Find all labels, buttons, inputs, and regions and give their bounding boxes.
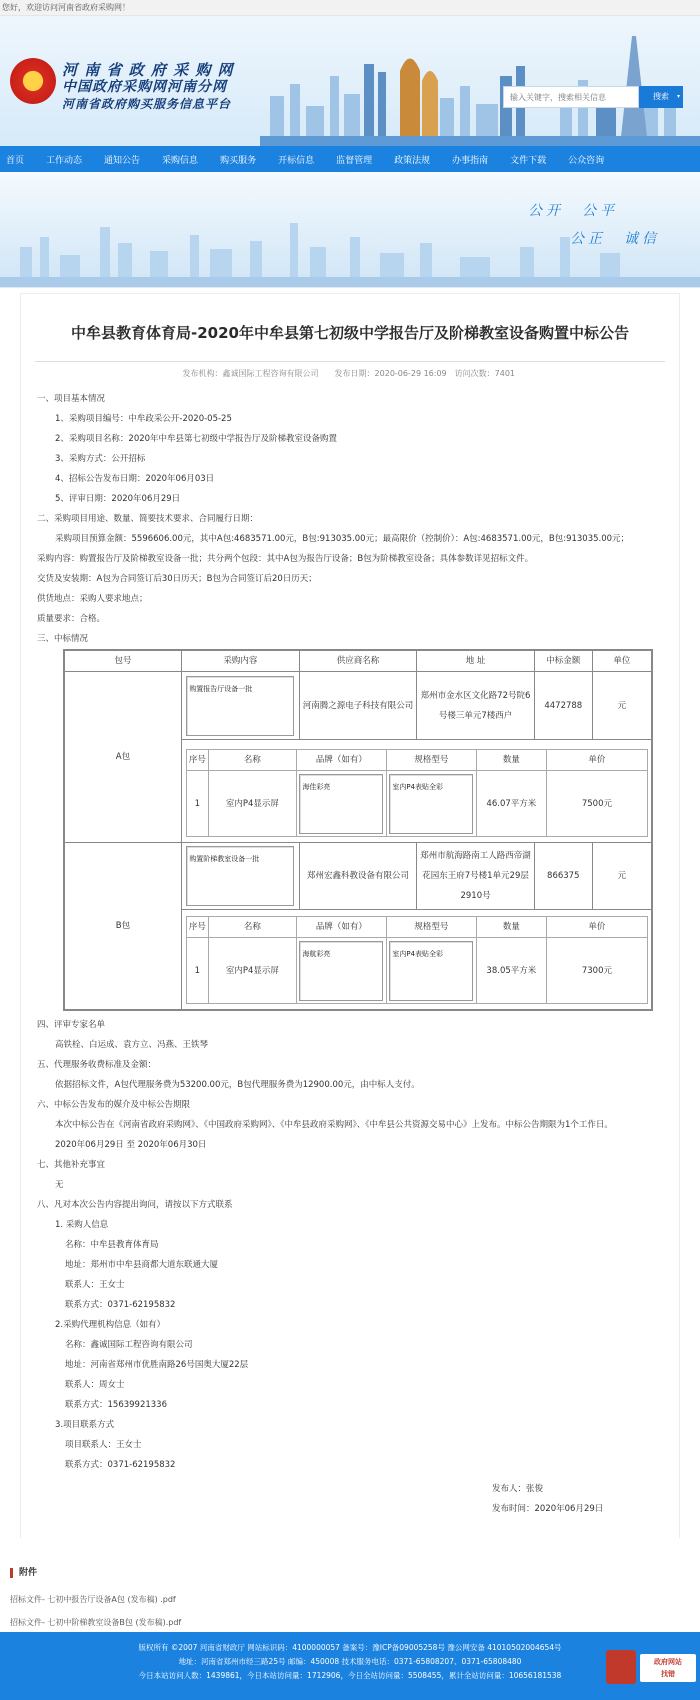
package-cell: B包 [64, 843, 181, 1011]
article-title: 中牟县教育体育局-2020年中牟县第七初级中学报告厅及阶梯教室设备购置中标公告 [71, 324, 629, 342]
section-4-heading: 四、评审专家名单 [37, 1020, 106, 1030]
attachments-section [0, 1554, 700, 1634]
contact-line: 联系方式：0371-62195832 [65, 1300, 176, 1310]
publisher-text: 发布人：张俊 [492, 1484, 544, 1494]
sub-header-brand: 品牌（如有） [296, 917, 386, 938]
col-header-amount: 中标金额 [534, 650, 592, 672]
item-brand-cell [296, 771, 386, 837]
content-textarea[interactable]: 购置阶梯教室设备一批 [186, 846, 294, 906]
nav-purchase-services[interactable]: 购买服务 [220, 155, 257, 166]
col-header-supplier: 供应商名称 [299, 650, 416, 672]
item-price: 7500元 [546, 771, 647, 837]
sub-header-qty: 数量 [476, 750, 546, 771]
article-container [20, 293, 680, 1538]
contact-line: 联系人：周女士 [65, 1380, 125, 1390]
item-qty: 46.07平方米 [476, 771, 546, 837]
content-textarea[interactable]: 购置报告厅设备一批 [186, 676, 294, 736]
project-item: 4、招标公告发布日期：2020年06月03日 [55, 474, 215, 484]
amount-cell: 866375 [534, 843, 592, 910]
item-row [186, 938, 647, 1004]
attachments-list [10, 1588, 700, 1634]
item-model-cell [386, 938, 476, 1004]
search-input[interactable] [503, 86, 639, 108]
footer-address: 地址：河南省郑州市经三路25号 邮编：450008 技术服务电话：0371-65808207、0371-65808480 [178, 1657, 522, 1666]
top-greeting-bar [0, 0, 700, 16]
section-2-heading: 二、采购项目用途、数量、简要技术要求、合同履行日期： [37, 514, 259, 524]
award-table [63, 649, 653, 1011]
col-header-content: 采购内容 [181, 650, 299, 672]
publish-time-text: 发布时间：2020年06月29日 [492, 1504, 604, 1514]
supplier-cell: 河南腾之源电子科技有限公司 [299, 672, 416, 740]
supplement-text: 无 [55, 1180, 64, 1190]
contact-line: 联系人：王女士 [65, 1280, 125, 1290]
item-qty: 38.05平方米 [476, 938, 546, 1004]
col-header-address: 地 址 [417, 650, 535, 672]
project-item: 1、采购项目编号：中牟政采公开-2020-05-25 [55, 414, 232, 424]
site-logo[interactable] [62, 62, 234, 113]
logo-line-1: 河 南 省 政 府 采 购 网 [62, 61, 234, 79]
sub-header-qty: 数量 [476, 917, 546, 938]
site-footer [0, 1632, 700, 1700]
nav-consultation[interactable]: 公众咨询 [568, 155, 605, 166]
nav-procurement-info[interactable]: 采购信息 [162, 155, 199, 166]
delivery-text: 交货及安装期：A包为合同签订后30日历天；B包为合同签订后20日历天； [37, 574, 317, 584]
sub-header-name: 名称 [208, 917, 296, 938]
period-text: 2020年06月29日 至 2020年06月30日 [55, 1140, 207, 1150]
nav-policies[interactable]: 政策法规 [394, 155, 431, 166]
attachment-link-a[interactable]: 招标文件- 七初中报告厅设备A包 (发布稿) .pdf [10, 1595, 176, 1604]
slogan-line-1: 公开 公平 [528, 203, 618, 219]
item-row [186, 771, 647, 837]
quality-text: 质量要求：合格。 [37, 614, 106, 624]
sub-header-no: 序号 [186, 917, 208, 938]
national-emblem-icon [10, 58, 56, 104]
table-row [64, 672, 652, 740]
amount-cell: 4472788 [534, 672, 592, 740]
contact-3-heading: 3.项目联系方式 [55, 1420, 115, 1430]
budget-text: 采购项目预算金额：5596606.00元，其中A包:4683571.00元，B包:913035.00元；最高限价（控制价）：A包:4683571.00元，B包:913035.00元； [55, 534, 630, 544]
footer-visits: 今日本站访问人数：1439861，今日本站访问量：1712906，今日全站访问量：5508455，累计全站访问量：10656181538 [138, 1671, 562, 1680]
article-body [37, 389, 665, 1519]
search-button-label: 搜索 [653, 92, 669, 101]
contact-2-heading: 2.采购代理机构信息（如有） [55, 1320, 166, 1330]
section-1-heading: 一、项目基本情况 [37, 394, 106, 404]
nav-supervision[interactable]: 监督管理 [336, 155, 373, 166]
sub-header-name: 名称 [208, 750, 296, 771]
footer-copyright: 版权所有 ©2007 河南省财政厅 网站标识码：4100000057 备案号：豫ICP备09005258号 豫公网安备 41010502004654号 [138, 1643, 562, 1652]
unit-cell: 元 [592, 843, 652, 910]
contact-1-heading: 1. 采购人信息 [55, 1220, 109, 1230]
greeting-text: 您好，欢迎访问河南省政府采购网！ [2, 3, 130, 12]
project-item: 3、采购方式：公开招标 [55, 454, 146, 464]
project-item: 2、采购项目名称：2020年中牟县第七初级中学报告厅及阶梯教室设备购置 [55, 434, 338, 444]
logo-line-3: 河南省政府购买服务信息平台 [62, 97, 232, 111]
site-header [0, 16, 700, 146]
content-cell [181, 843, 299, 910]
contact-line: 项目联系人：王女士 [65, 1440, 142, 1450]
site-search [503, 86, 683, 108]
sub-header-brand: 品牌（如有） [296, 750, 386, 771]
experts-text: 高铁栓、白运成、袁方立、冯燕、王铁琴 [55, 1040, 209, 1050]
nav-home[interactable]: 首页 [6, 155, 25, 166]
brand-textarea[interactable]: 海佳彩亮 [299, 774, 383, 834]
contact-line: 联系方式：15639921336 [65, 1400, 167, 1410]
item-table [186, 916, 648, 1004]
fee-text: 依据招标文件，A包代理服务费为53200.00元，B包代理服务费为12900.00元，由中标人支付。 [55, 1080, 420, 1090]
sub-header-model: 规格型号 [386, 750, 476, 771]
badge-line-2: 找错 [661, 1670, 675, 1678]
attachment-link-b[interactable]: 招标文件- 七初中阶梯教室设备B包 (发布稿).pdf [10, 1618, 182, 1627]
contact-line: 名称：鑫诚国际工程咨询有限公司 [65, 1340, 193, 1350]
unit-cell: 元 [592, 672, 652, 740]
col-header-package: 包号 [64, 650, 181, 672]
project-item: 5、评审日期：2020年06月29日 [55, 494, 181, 504]
nav-work-news[interactable]: 工作动态 [46, 155, 83, 166]
contact-line: 名称：中牟县教育体育局 [65, 1240, 159, 1250]
sub-header-price: 单价 [546, 750, 647, 771]
section-3-heading: 三、中标情况 [37, 634, 89, 644]
party-government-icon[interactable] [606, 1650, 636, 1684]
package-cell: A包 [64, 672, 181, 843]
nav-notices[interactable]: 通知公告 [104, 155, 141, 166]
item-table [186, 749, 648, 837]
report-error-badge[interactable] [640, 1654, 696, 1682]
nav-bid-opening[interactable]: 开标信息 [278, 155, 315, 166]
sub-header-model: 规格型号 [386, 917, 476, 938]
item-name: 室内P4显示屏 [208, 938, 296, 1004]
supplier-cell: 郑州宏鑫科教设备有限公司 [299, 843, 416, 910]
article-meta: 发布机构：鑫诚国际工程咨询有限公司 发布日期：2020-06-29 16:09 访问次数：7401 [35, 361, 665, 379]
item-detail-cell [181, 740, 652, 843]
col-header-unit: 单位 [592, 650, 652, 672]
item-name: 室内P4显示屏 [208, 771, 296, 837]
contact-line: 联系方式：0371-62195832 [65, 1460, 176, 1470]
item-no: 1 [186, 938, 208, 1004]
item-detail-cell [181, 910, 652, 1011]
item-model-cell [386, 771, 476, 837]
slogan-banner [0, 172, 700, 288]
model-textarea[interactable]: 室内P4表贴全彩 [389, 774, 473, 834]
badge-line-1: 政府网站 [654, 1658, 682, 1666]
address-cell: 郑州市航海路南工人路西帝湖花园东王府7号楼1单元29层2910号 [417, 843, 535, 910]
section-7-heading: 七、其他补充事宜 [37, 1160, 106, 1170]
address-cell: 郑州市金水区文化路72号院6号楼三单元7楼西户 [417, 672, 535, 740]
section-5-heading: 五、代理服务收费标准及金额： [37, 1060, 157, 1070]
place-text: 供货地点：采购人要求地点； [37, 594, 148, 604]
section-6-heading: 六、中标公告发布的媒介及中标公告期限 [37, 1100, 191, 1110]
slogan-line-2: 公正 诚信 [570, 231, 660, 247]
sub-header-price: 单价 [546, 917, 647, 938]
content-cell [181, 672, 299, 740]
nav-downloads[interactable]: 文件下载 [510, 155, 547, 166]
section-8-heading: 八、凡对本次公告内容提出询问，请按以下方式联系 [37, 1200, 233, 1210]
contact-line: 地址：河南省郑州市优胜南路26号国奥大厦22层 [65, 1360, 249, 1370]
logo-line-2: 中国政府采购网河南分网 [62, 79, 227, 95]
nav-guide[interactable]: 办事指南 [452, 155, 489, 166]
table-row [64, 843, 652, 910]
attachments-title: 附件 [10, 1568, 700, 1578]
model-textarea[interactable]: 室内P4表贴全彩 [389, 941, 473, 1001]
chevron-down-icon: ▾ [676, 93, 680, 100]
main-nav [0, 146, 700, 172]
item-brand-cell [296, 938, 386, 1004]
media-text: 本次中标公告在《河南省政府采购网》、《中国政府采购网》、《中牟县政府采购网》、《中牟县公共资源交易中心》上发布。中标公告期限为1个工作日。 [55, 1120, 613, 1130]
item-no: 1 [186, 771, 208, 837]
contact-line: 地址：郑州市中牟县商都大道东联通大厦 [65, 1260, 219, 1270]
content-text: 采购内容：购置报告厅及阶梯教室设备一批；共分两个包段：其中A包为报告厅设备；B包为阶梯教室设备；具体参数详见招标文件。 [37, 554, 534, 564]
item-price: 7300元 [546, 938, 647, 1004]
sub-header-no: 序号 [186, 750, 208, 771]
search-button[interactable] [639, 86, 683, 108]
brand-textarea[interactable]: 海航彩亮 [299, 941, 383, 1001]
